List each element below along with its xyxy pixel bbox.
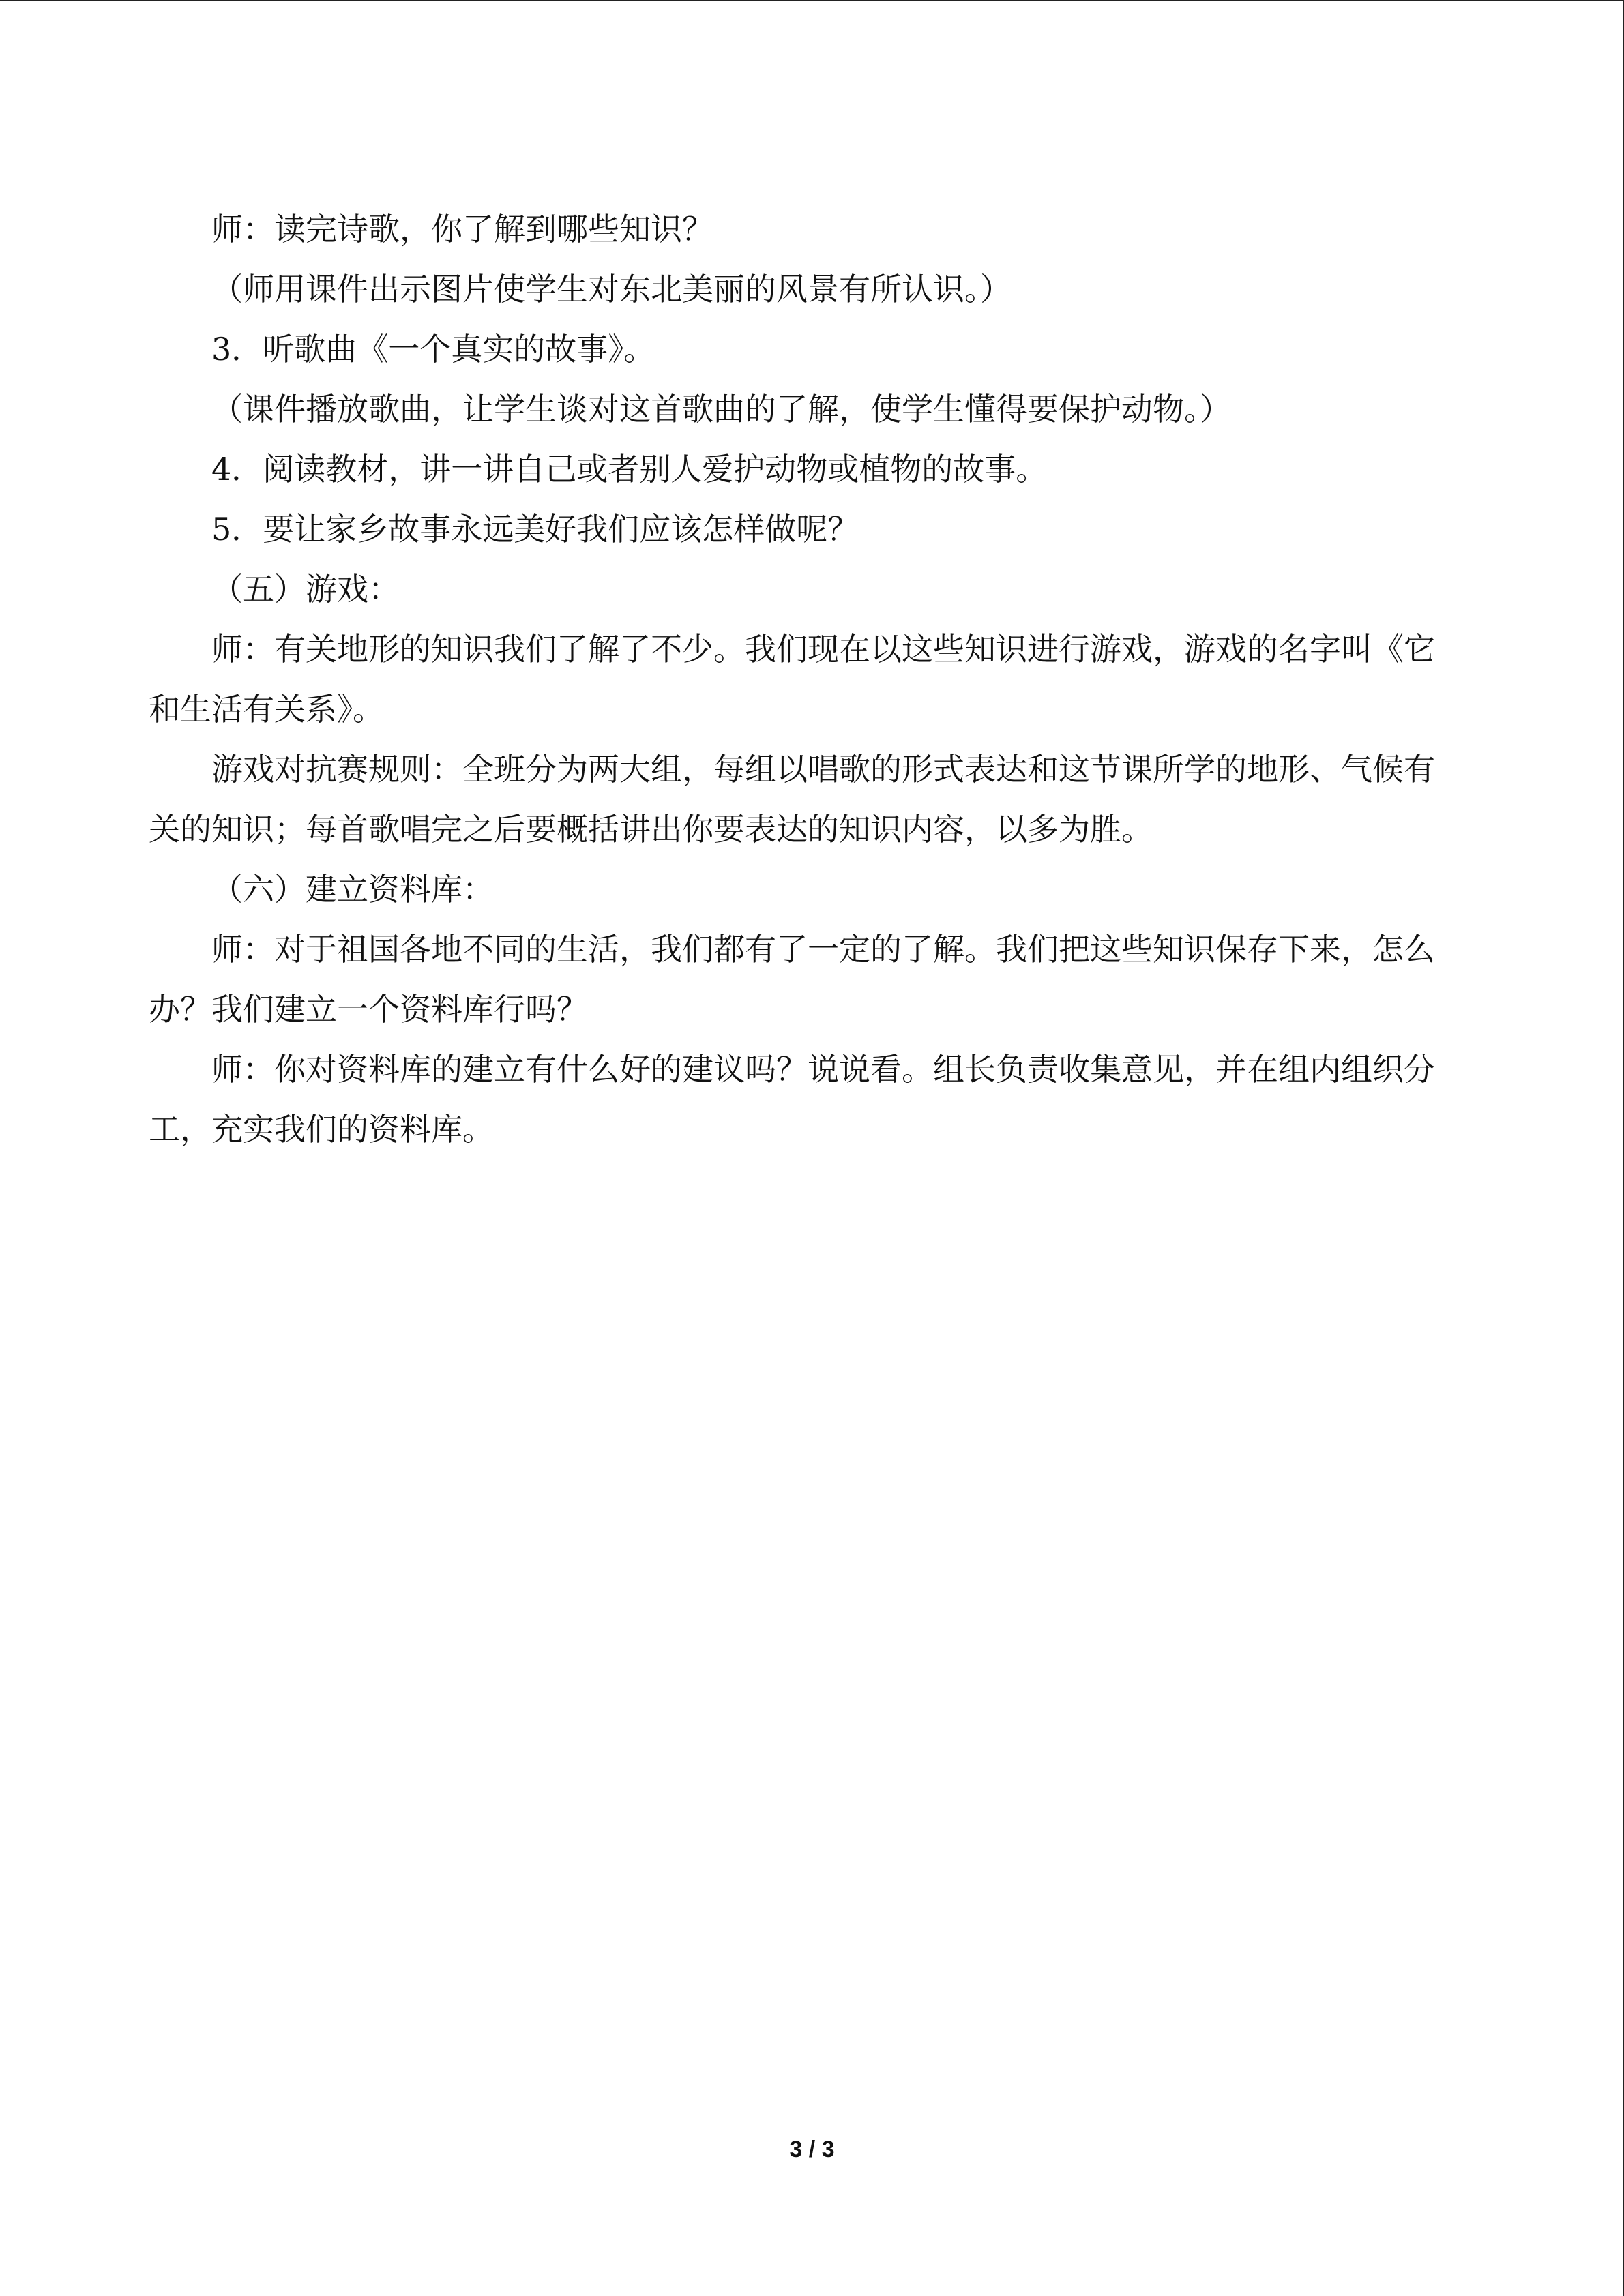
paragraph-step-5: 5．要让家乡故事永远美好我们应该怎样做呢？ bbox=[211, 511, 859, 548]
paragraph-teacher-question: 师：读完诗歌，你了解到哪些知识？ bbox=[211, 211, 713, 248]
paragraph-database-suggestions: 师：你对资料库的建立有什么好的建议吗？说说看。组长负责收集意见，并在组内组织分工，充实我们的资料库。 bbox=[149, 1051, 1435, 1148]
paragraph-slides-note: （师用课件出示图片使学生对东北美丽的风景有所认识。） bbox=[211, 271, 1012, 308]
document-body bbox=[149, 199, 1458, 1159]
section-heading-database: （六）建立资料库： bbox=[211, 871, 494, 908]
page-number: 3 / 3 bbox=[789, 2136, 835, 2162]
section-heading-game: （五）游戏： bbox=[211, 571, 400, 608]
paragraph-game-rules: 游戏对抗赛规则：全班分为两大组，每组以唱歌的形式表达和这节课所学的地形、气候有关的知识；每首歌唱完之后要概括讲出你要表达的知识内容，以多为胜。 bbox=[149, 751, 1435, 848]
paragraph-song-note: （课件播放歌曲，让学生谈对这首歌曲的了解，使学生懂得要保护动物。） bbox=[211, 391, 1231, 428]
paragraph-game-intro: 师：有关地形的知识我们了解了不少。我们现在以这些知识进行游戏，游戏的名字叫《它和生活有关系》。 bbox=[149, 631, 1435, 728]
paragraph-database-intro: 师：对于祖国各地不同的生活，我们都有了一定的了解。我们把这些知识保存下来，怎么办？我们建立一个资料库行吗？ bbox=[149, 931, 1435, 1028]
paragraph-step-4: 4．阅读教材，讲一讲自己或者别人爱护动物或植物的故事。 bbox=[211, 451, 1048, 488]
paragraph-step-3: 3．听歌曲《一个真实的故事》。 bbox=[211, 331, 655, 368]
